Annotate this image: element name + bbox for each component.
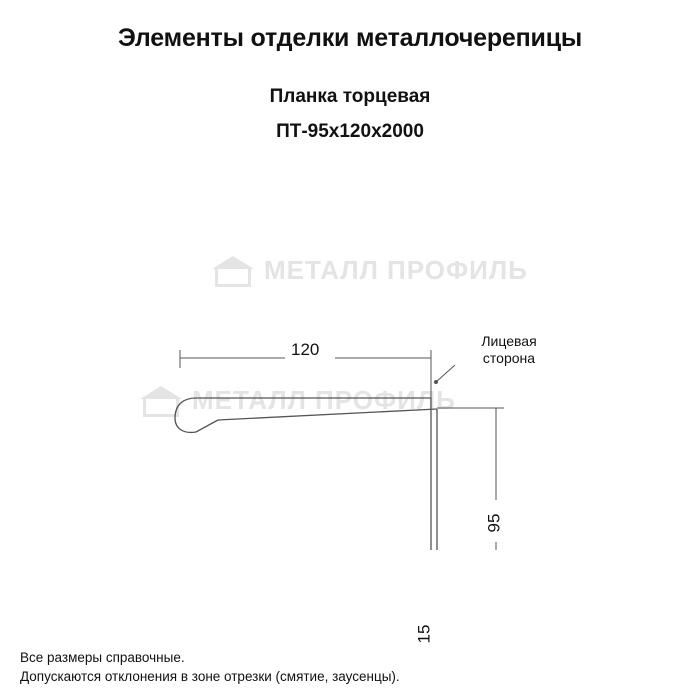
- page-title: Элементы отделки металлочерепицы: [117, 24, 583, 52]
- watermark-text: МЕТАЛЛ ПРОФИЛЬ: [264, 255, 528, 285]
- footnote-line-1: Все размеры справочные.: [20, 650, 185, 665]
- profile-top-edge: [175, 398, 431, 418]
- dimension-label-height: 95: [484, 510, 504, 537]
- face-leader-dot: [434, 380, 438, 384]
- product-code: ПТ-95х120х2000: [276, 121, 424, 142]
- dimension-label-lip: 15: [414, 621, 434, 648]
- profile-inner-edge: [218, 409, 437, 420]
- dimension-label-width: 120: [287, 340, 323, 360]
- technical-drawing: [0, 150, 700, 644]
- footnotes: [20, 648, 400, 686]
- face-side-annotation: [461, 333, 557, 367]
- footnote-line-2: Допускаются отклонения в зоне отрезки (смятие, заусенцы).: [20, 669, 400, 684]
- face-side-line1: Лицевая: [481, 333, 537, 349]
- profile-hook: [175, 418, 218, 432]
- face-leader-line: [436, 365, 455, 382]
- product-name: Планка торцевая: [269, 86, 431, 107]
- face-side-line2: сторона: [482, 350, 536, 366]
- drawing-svg: [0, 150, 700, 550]
- watermark-text: МЕТАЛЛ ПРОФИЛЬ: [192, 385, 456, 415]
